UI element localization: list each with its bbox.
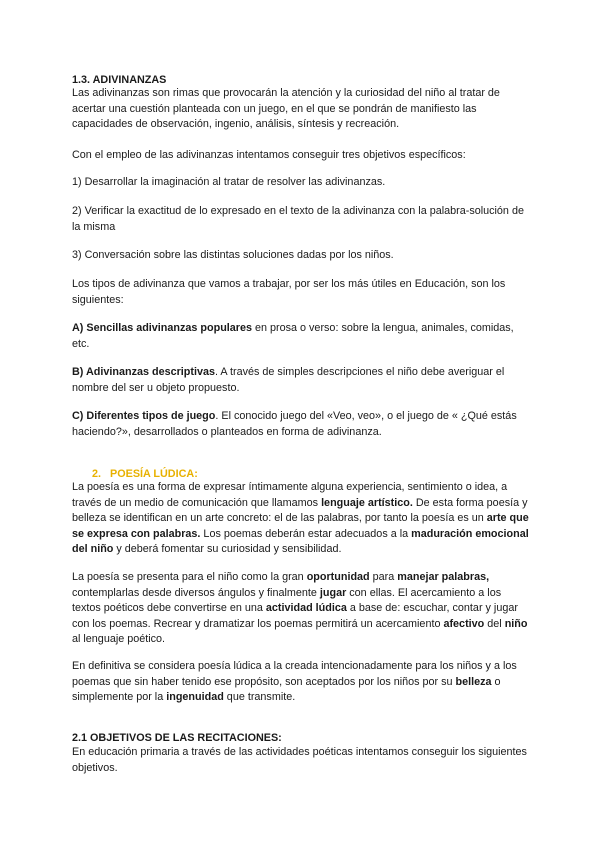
p3-bold-1: belleza	[455, 675, 492, 688]
p2-bold-2: manejar palabras,	[397, 571, 490, 583]
p3-text-3: que transmite.	[223, 691, 296, 704]
p1-text-4: y deberá fomentar su curiosidad y sensibilidad.	[113, 543, 342, 556]
p2-bold-1: oportunidad	[306, 571, 370, 583]
objective-1: 1) Desarrollar la imaginación al tratar de resolver las adivinanzas.	[72, 176, 386, 188]
p2-text-5: a base de: escuchar, contar y jugar con los poemas. Recrear y dramatizar los poemas permitirá un acercamiento	[72, 602, 518, 630]
poesia-paragraph-3	[72, 659, 532, 706]
type-a-label: A) Sencillas adivinanzas populares	[72, 322, 253, 334]
p1-bold-2: arte que se expresa con palabras.	[72, 512, 529, 540]
p3-text-2: o simplemente por la	[72, 675, 501, 704]
p1-text-3: Los poemas deberán estar adecuados a la	[200, 527, 412, 540]
objectives-intro-paragraph: Con el empleo de las adivinanzas intentamos conseguir tres objetivos específicos:	[72, 149, 466, 161]
p2-bold-4: actividad lúdica	[265, 602, 347, 615]
adivinanzas-intro-paragraph: Las adivinanzas son rimas que provocarán la atención y la curiosidad del niño al tratar de acertar una cuestión planteada con un juego, en el que se pondrán de manifiesto las capacidades de observación, ingenio, análisis, síntesis y recreación.	[72, 87, 500, 131]
p2-bold-3: jugar	[319, 586, 347, 599]
section-2-1-title: 2.1 OBJETIVOS DE LAS RECITACIONES:	[72, 732, 282, 744]
p2-bold-6: niño	[504, 617, 528, 630]
type-c-text: . El conocido juego del «Veo, veo», o el juego de « ¿Qué estás haciendo?», desarrollados o planteados en forma de adivinanza.	[72, 410, 517, 438]
p3-text-1: En definitiva se considera poesía lúdica a la creada intencionadamente para los niños y a los poemas que sin haber tenido ese propósito, son aceptados por los niños por su	[72, 660, 517, 688]
type-b-label: B) Adivinanzas descriptivas	[72, 366, 216, 378]
p2-text-1: La poesía se presenta para el niño como la gran	[72, 571, 307, 583]
p1-text-1: La poesía es una forma de expresar íntimamente alguna experiencia, sentimiento o idea, a través de un medio de comunicación que llamamos	[72, 481, 508, 509]
p2-text-2: para	[369, 571, 398, 583]
type-b-text: . A través de simples descripciones el niño debe averiguar el nombre del ser u objeto propuesto.	[72, 366, 505, 394]
p1-bold-3: maduración emocional del niño	[72, 527, 529, 556]
p2-text-6: del	[484, 617, 505, 630]
type-c-label: C) Diferentes tipos de juego	[72, 410, 216, 422]
type-b-paragraph	[72, 365, 532, 396]
p2-text-4: con ellas. El acercamiento a los textos poéticos debe convertirse en una	[72, 586, 502, 615]
poesia-paragraph-1	[72, 480, 532, 558]
p1-bold-1: lenguaje artístico.	[321, 496, 413, 509]
section-1-3-title: 1.3. ADIVINANZAS	[72, 74, 167, 86]
section-2-1-intro: En educación primaria a través de las actividades poéticas intentamos conseguir los siguientes objetivos.	[72, 746, 527, 774]
section-2-title: POESÍA LÚDICA:	[110, 468, 198, 480]
p2-text-3: contemplarlas desde diversos ángulos y finalmente	[72, 586, 320, 599]
p2-text-7: al lenguaje poético.	[72, 633, 166, 646]
p2-bold-5: afectivo	[443, 617, 485, 630]
type-c-paragraph	[72, 409, 532, 440]
type-a-text: en prosa o verso: sobre la lengua, animales, comidas, etc.	[72, 322, 514, 350]
objective-3: 3) Conversación sobre las distintas soluciones dadas por los niños.	[72, 249, 394, 261]
types-intro-paragraph: Los tipos de adivinanza que vamos a trabajar, por ser los más útiles en Educación, son los siguientes:	[72, 278, 506, 306]
objective-2: 2) Verificar la exactitud de lo expresado en el texto de la adivinanza con la palabra-solución de la misma	[72, 205, 524, 233]
poesia-paragraph-2	[72, 570, 532, 648]
p3-bold-2: ingenuidad	[166, 691, 224, 704]
type-a-paragraph	[72, 321, 532, 352]
p1-text-2: De esta forma poesía y belleza se identifican en un arte concreto: el de las palabras, por tanto la poesía es un	[72, 496, 528, 525]
section-2-number: 2.	[92, 468, 102, 480]
